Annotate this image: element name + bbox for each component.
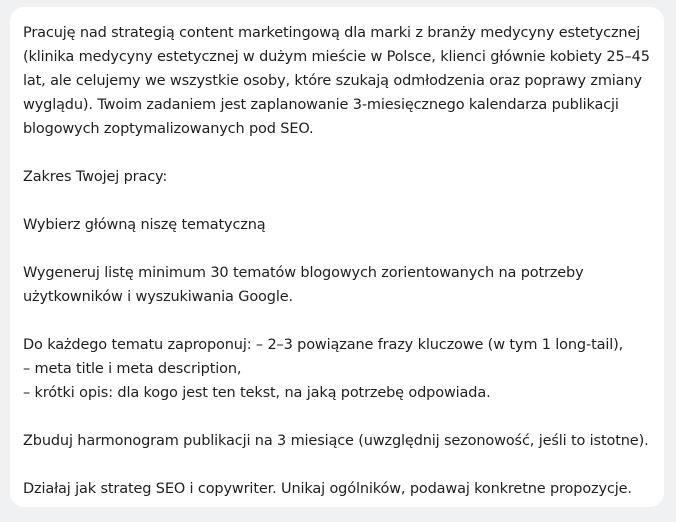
intro-line: (klinika medycyny estetycznej w dużym mieście w Polsce, klienci głównie kobiety 25–45 — [23, 49, 650, 65]
closing-paragraph — [23, 477, 650, 501]
scope-heading-text: Zakres Twojej pracy: — [23, 169, 168, 185]
task-schedule — [23, 429, 650, 453]
task-details-line: Do każdego tematu zaproponuj: – 2–3 powiązane frazy kluczowe (w tym 1 long-tail), — [23, 337, 624, 353]
closing-text: Działaj jak strateg SEO i copywriter. Unikaj ogólników, podawaj konkretne propozycje. — [23, 481, 632, 497]
intro-line: lat, ale celujemy we wszystkie osoby, które szukają odmłodzenia oraz poprawy zmiany — [23, 73, 642, 89]
intro-line: blogowych zoptymalizowanych pod SEO. — [23, 121, 314, 137]
task-details-line: – meta title i meta description, — [23, 361, 242, 377]
task-topics-line: Wygeneruj listę minimum 30 tematów blogowych zorientowanych na potrzeby — [23, 265, 584, 281]
task-schedule-text: Zbuduj harmonogram publikacji na 3 miesiące (uwzględnij sezonowość, jeśli to istotne). — [23, 433, 649, 449]
user-message-bubble — [10, 7, 664, 507]
task-niche-text: Wybierz główną niszę tematyczną — [23, 217, 266, 233]
intro-line: wyglądu). Twoim zadaniem jest zaplanowanie 3-miesięcznego kalendarza publikacji — [23, 97, 619, 113]
scope-heading — [23, 165, 650, 189]
intro-paragraph — [23, 21, 650, 141]
task-topics — [23, 261, 650, 309]
task-details-line: – krótki opis: dla kogo jest ten tekst, na jaką potrzebę odpowiada. — [23, 385, 491, 401]
task-topics-line: użytkowników i wyszukiwania Google. — [23, 289, 293, 305]
task-niche — [23, 213, 650, 237]
task-details — [23, 333, 650, 405]
intro-line: Pracuję nad strategią content marketingową dla marki z branży medycyny estetycznej — [23, 25, 641, 41]
